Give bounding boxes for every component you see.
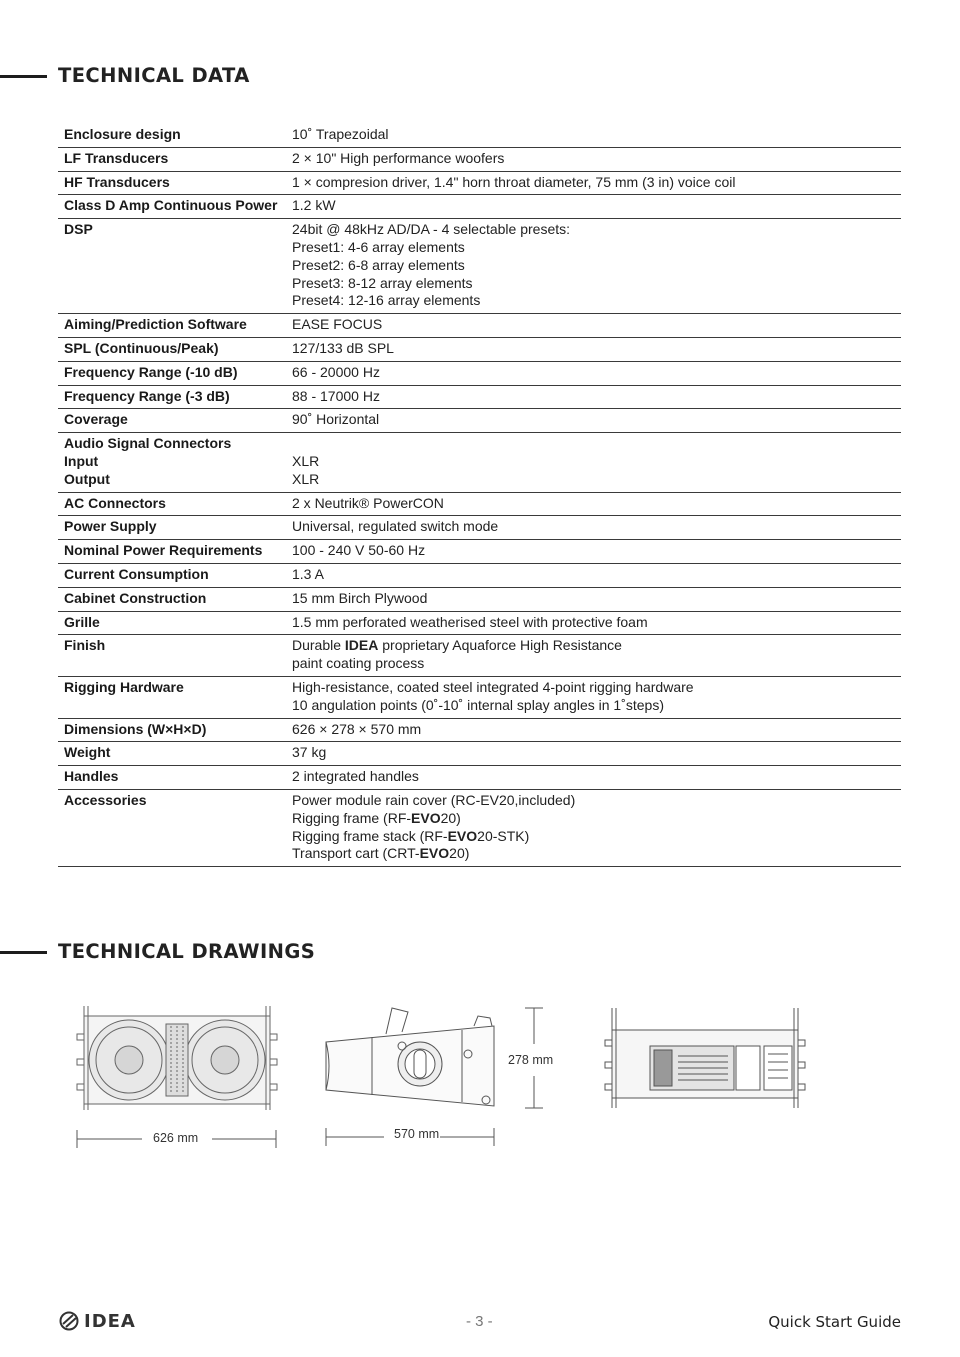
spec-row bbox=[58, 719, 901, 743]
spec-label-line: Input bbox=[64, 452, 99, 469]
spec-value-line: 127/133 dB SPL bbox=[292, 339, 394, 356]
guide-title: Quick Start Guide bbox=[768, 1313, 901, 1331]
spec-value-line: 24bit @ 48kHz AD/DA - 4 selectable presets: bbox=[292, 221, 571, 238]
spec-value-line: 37 kg bbox=[292, 744, 327, 761]
spec-value-line: 626 × 278 × 570 mm bbox=[292, 720, 422, 737]
spec-value bbox=[292, 679, 901, 715]
spec-row bbox=[58, 409, 901, 433]
spec-value-line: 100 - 240 V 50-60 Hz bbox=[292, 542, 426, 559]
spec-label-line: HF Transducers bbox=[64, 173, 170, 190]
spec-label-line: Aiming/Prediction Software bbox=[64, 316, 247, 333]
spec-label-line: Dimensions (W×H×D) bbox=[64, 720, 207, 737]
spec-label bbox=[58, 518, 292, 536]
spec-value-line: 15 mm Birch Plywood bbox=[292, 589, 428, 606]
spec-value bbox=[292, 411, 901, 429]
spec-label-line: Grille bbox=[64, 613, 100, 630]
spec-label bbox=[58, 150, 292, 168]
page-number: - 3 - bbox=[466, 1313, 493, 1330]
spec-label bbox=[58, 411, 292, 429]
spec-value-line: Preset2: 6-8 array elements bbox=[292, 256, 465, 273]
spec-row bbox=[58, 362, 901, 386]
spec-row bbox=[58, 790, 901, 867]
spec-value-line: Rigging frame (RF-EVO20) bbox=[292, 809, 461, 826]
spec-row bbox=[58, 148, 901, 172]
spec-row bbox=[58, 493, 901, 517]
spec-label-line: SPL (Continuous/Peak) bbox=[64, 339, 219, 356]
spec-row bbox=[58, 338, 901, 362]
spec-label bbox=[58, 174, 292, 192]
spec-value-line: Preset1: 4-6 array elements bbox=[292, 238, 465, 255]
spec-row bbox=[58, 588, 901, 612]
spec-value bbox=[292, 388, 901, 406]
spec-label-line: Class D Amp Continuous Power bbox=[64, 197, 278, 214]
spec-label bbox=[58, 768, 292, 786]
spec-value-line: 10 angulation points (0˚-10˚ internal splay angles in 1˚steps) bbox=[292, 696, 664, 713]
spec-value bbox=[292, 518, 901, 536]
spec-label-line: Nominal Power Requirements bbox=[64, 542, 263, 559]
spec-value-line: High-resistance, coated steel integrated 4-point rigging hardware bbox=[292, 678, 694, 695]
spec-label bbox=[58, 679, 292, 715]
spec-value bbox=[292, 590, 901, 608]
spec-label-line: DSP bbox=[64, 221, 93, 238]
spec-label bbox=[58, 221, 292, 310]
spec-value-line: 2 × 10" High performance woofers bbox=[292, 149, 505, 166]
spec-table bbox=[58, 124, 901, 867]
side-depth-label: 570 mm bbox=[394, 1127, 440, 1141]
section-title: TECHNICAL DATA bbox=[58, 64, 250, 87]
spec-value bbox=[292, 221, 901, 310]
spec-value bbox=[292, 316, 901, 334]
footer-brand: IDEA bbox=[84, 1310, 136, 1332]
spec-label bbox=[58, 197, 292, 215]
spec-row bbox=[58, 516, 901, 540]
spec-label-line: LF Transducers bbox=[64, 149, 169, 166]
section-rule bbox=[0, 951, 47, 954]
spec-row bbox=[58, 612, 901, 636]
spec-value-line bbox=[292, 435, 901, 453]
spec-label-line: Power Supply bbox=[64, 518, 157, 535]
spec-value bbox=[292, 340, 901, 358]
spec-value-line: 66 - 20000 Hz bbox=[292, 363, 380, 380]
section-technical-drawings bbox=[0, 940, 400, 964]
spec-value bbox=[292, 566, 901, 584]
spec-value bbox=[292, 721, 901, 739]
spec-row bbox=[58, 386, 901, 410]
spec-row bbox=[58, 314, 901, 338]
spec-value-line: Durable IDEA proprietary Aquaforce High Resistance bbox=[292, 637, 622, 654]
spec-value bbox=[292, 364, 901, 382]
spec-value-line: EASE FOCUS bbox=[292, 316, 383, 333]
spec-label-line: Current Consumption bbox=[64, 565, 209, 582]
spec-label-line: Output bbox=[64, 470, 110, 487]
spec-label bbox=[58, 614, 292, 632]
spec-row bbox=[58, 677, 901, 719]
spec-value-line: 1.3 A bbox=[292, 565, 324, 582]
spec-row bbox=[58, 540, 901, 564]
rear-view-drawing bbox=[602, 1004, 808, 1114]
spec-row bbox=[58, 635, 901, 677]
spec-label bbox=[58, 388, 292, 406]
spec-label bbox=[58, 566, 292, 584]
spec-value-line: Rigging frame stack (RF-EVO20-STK) bbox=[292, 827, 530, 844]
spec-value-line: 1.5 mm perforated weatherised steel with protective foam bbox=[292, 613, 648, 630]
spec-row bbox=[58, 124, 901, 148]
spec-value-line: 1 × compresion driver, 1.4" horn throat diameter, 75 mm (3 in) voice coil bbox=[292, 173, 736, 190]
spec-row bbox=[58, 564, 901, 588]
spec-label-line: AC Connectors bbox=[64, 494, 166, 511]
spec-value-line: 88 - 17000 Hz bbox=[292, 387, 380, 404]
spec-label-line: Accessories bbox=[64, 791, 147, 808]
spec-label bbox=[58, 316, 292, 334]
spec-label bbox=[58, 721, 292, 739]
spec-value bbox=[292, 792, 901, 863]
spec-label bbox=[58, 126, 292, 144]
spec-label-line: Cabinet Construction bbox=[64, 589, 207, 606]
spec-value-line: 10˚ Trapezoidal bbox=[292, 126, 389, 142]
spec-row bbox=[58, 172, 901, 196]
bold-brand: EVO bbox=[411, 809, 441, 826]
spec-value-line: 90˚ Horizontal bbox=[292, 411, 380, 428]
spec-value bbox=[292, 637, 901, 673]
spec-value-line: 2 x Neutrik® PowerCON bbox=[292, 494, 444, 511]
spec-label-line: Enclosure design bbox=[64, 126, 181, 142]
section-rule bbox=[0, 75, 47, 78]
spec-label-line: Finish bbox=[64, 637, 106, 654]
spec-value bbox=[292, 435, 901, 488]
bold-brand: IDEA bbox=[344, 637, 379, 654]
spec-value-line: Preset3: 8-12 array elements bbox=[292, 274, 473, 291]
spec-label-line: Handles bbox=[64, 768, 119, 785]
spec-row bbox=[58, 766, 901, 790]
spec-row bbox=[58, 742, 901, 766]
spec-value-line: 1.2 kW bbox=[292, 197, 336, 214]
spec-row bbox=[58, 195, 901, 219]
spec-row bbox=[58, 219, 901, 314]
spec-value bbox=[292, 150, 901, 168]
spec-value bbox=[292, 197, 901, 215]
spec-value bbox=[292, 744, 901, 762]
spec-label-line: Audio Signal Connectors bbox=[64, 435, 232, 452]
spec-value bbox=[292, 542, 901, 560]
footer-logo bbox=[58, 1310, 136, 1332]
front-width-label: 626 mm bbox=[153, 1131, 199, 1145]
spec-value-line: Preset4: 12-16 array elements bbox=[292, 292, 481, 309]
spec-value-line: Universal, regulated switch mode bbox=[292, 518, 499, 535]
spec-label-line: Weight bbox=[64, 744, 111, 761]
spec-label-line: Frequency Range (-10 dB) bbox=[64, 363, 238, 380]
spec-row bbox=[58, 433, 901, 492]
spec-label-line: Coverage bbox=[64, 411, 128, 428]
spec-label bbox=[58, 340, 292, 358]
spec-value-line: 2 integrated handles bbox=[292, 768, 419, 785]
spec-value-line: Transport cart (CRT-EVO20) bbox=[292, 845, 470, 862]
bold-brand: EVO bbox=[419, 845, 450, 862]
idea-logo-icon bbox=[58, 1310, 80, 1332]
side-height-label: 278 mm bbox=[508, 1053, 554, 1067]
spec-value bbox=[292, 495, 901, 513]
spec-label-line: Frequency Range (-3 dB) bbox=[64, 387, 230, 404]
spec-value bbox=[292, 126, 901, 144]
spec-value bbox=[292, 768, 901, 786]
spec-label bbox=[58, 744, 292, 762]
spec-value-line: paint coating process bbox=[292, 655, 425, 672]
spec-value-line: XLR bbox=[292, 470, 320, 487]
spec-label bbox=[58, 364, 292, 382]
bold-brand: EVO bbox=[447, 827, 478, 844]
spec-label-line: Rigging Hardware bbox=[64, 678, 184, 695]
spec-value bbox=[292, 174, 901, 192]
spec-value-line: Power module rain cover (RC-EV20,included) bbox=[292, 791, 576, 808]
spec-label bbox=[58, 542, 292, 560]
spec-label bbox=[58, 792, 292, 863]
spec-label bbox=[58, 637, 292, 673]
section-title: TECHNICAL DRAWINGS bbox=[58, 940, 316, 963]
section-technical-data bbox=[0, 64, 400, 88]
spec-label bbox=[58, 495, 292, 513]
spec-value bbox=[292, 614, 901, 632]
spec-label bbox=[58, 435, 292, 488]
spec-value-line: XLR bbox=[292, 452, 320, 469]
spec-label bbox=[58, 590, 292, 608]
